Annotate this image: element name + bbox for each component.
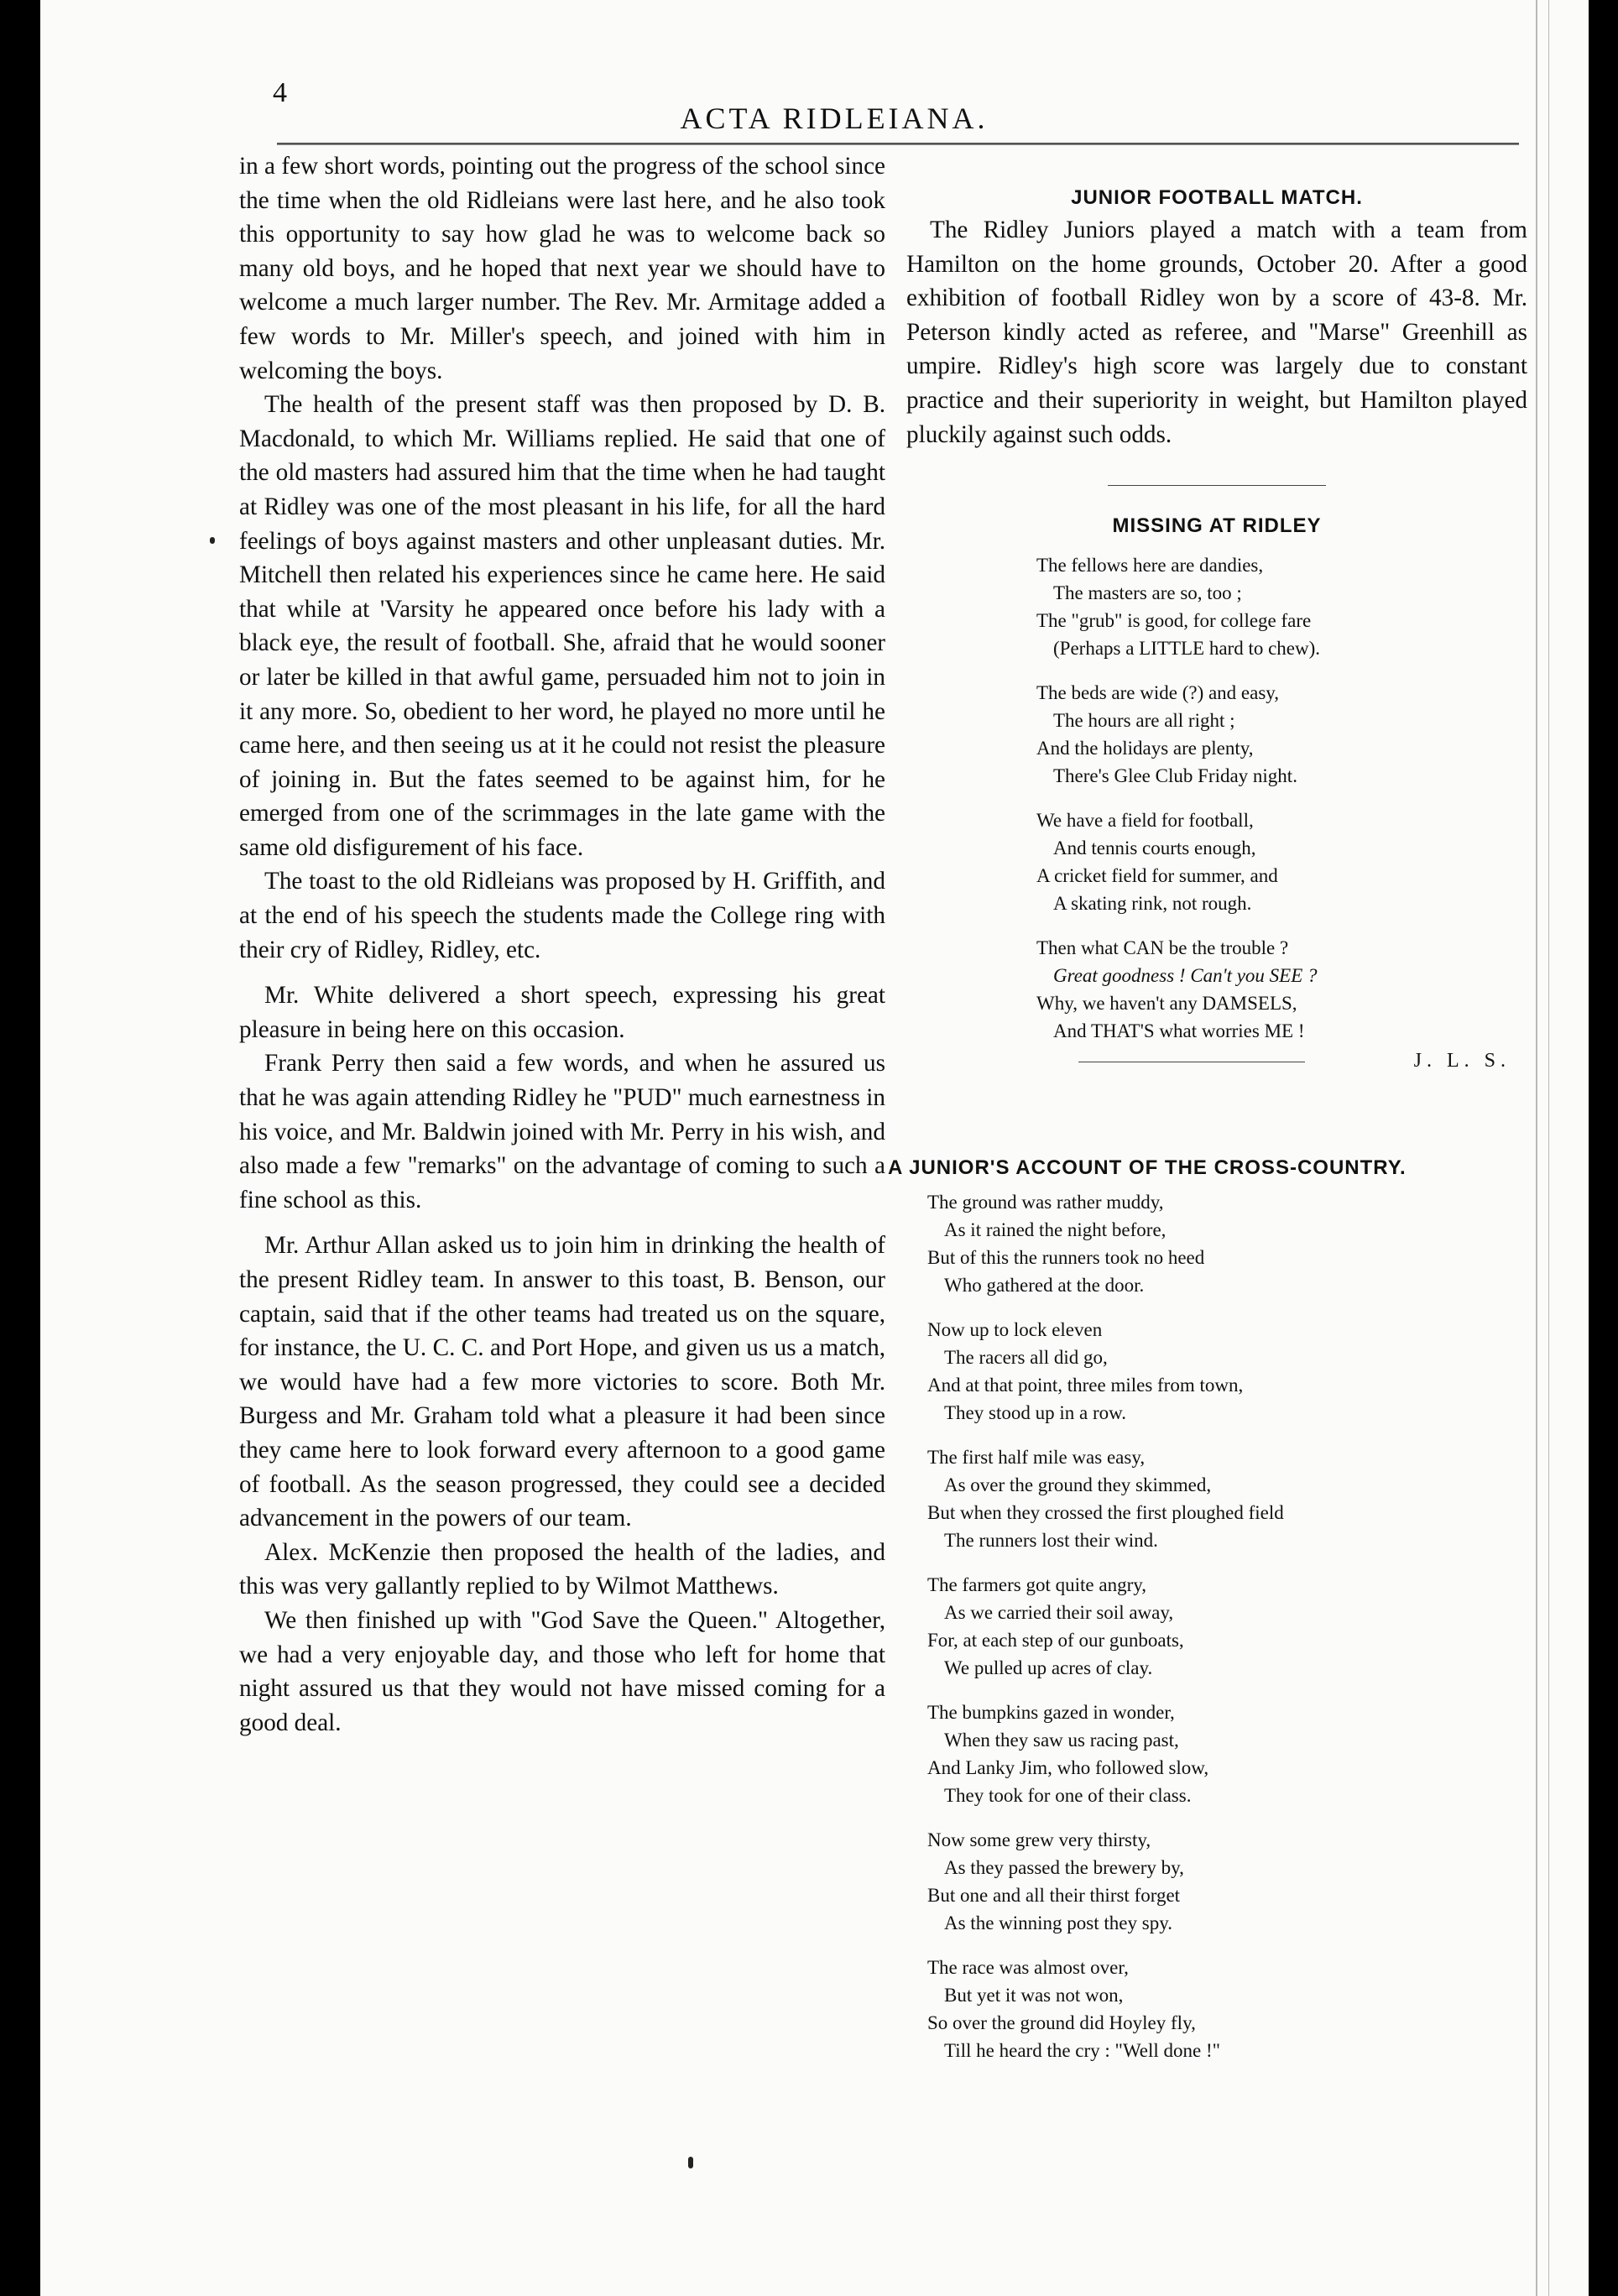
poem-line: There's Glee Club Friday night. <box>1053 765 1297 787</box>
section-title-junior-football: JUNIOR FOOTBALL MATCH. <box>1071 186 1363 209</box>
poem-stanza <box>927 1443 1515 1554</box>
poem-line: The hours are all right ; <box>1053 710 1235 732</box>
poem-line: For, at each step of our gunboats, <box>927 1630 1184 1651</box>
poem-line: A cricket field for summer, and <box>1036 865 1278 887</box>
poem-cross-country <box>927 1188 1515 2081</box>
paragraph: Frank Perry then said a few words, and when he assured us that he was again attending Ridley he "PUD" much earnestness in his voice, and Mr. Baldwin joined with Mr. Perry in his wish, and also made a few "remarks" on the advantage of coming to such a fine school as this. <box>239 1050 885 1213</box>
poem-line: The race was almost over, <box>927 1957 1129 1978</box>
poem-line: As over the ground they skimmed, <box>944 1474 1212 1495</box>
header-rule <box>277 143 1519 145</box>
poem-line: As we carried their soil away, <box>944 1602 1174 1623</box>
section-title-missing-at-ridley: MISSING AT RIDLEY <box>1112 514 1322 538</box>
paragraph: We then finished up with "God Save the Queen." Altogether, we had a very enjoyable day, and those who left for home that night assured us that they would not have missed coming for a good deal. <box>239 1606 885 1736</box>
left-column <box>239 149 885 1740</box>
poem-line: And Lanky Jim, who followed slow, <box>927 1757 1209 1778</box>
poem-line: The farmers got quite angry, <box>927 1574 1146 1595</box>
poem-missing-at-ridley <box>906 551 1527 1045</box>
poem-line: The first half mile was easy, <box>927 1447 1146 1468</box>
right-column <box>906 186 1527 1083</box>
page-edge-line <box>1536 0 1537 2296</box>
poem-line: But yet it was not won, <box>944 1985 1124 2006</box>
poem-stanza <box>1036 934 1527 1045</box>
poem-line: Why, we haven't any DAMSELS, <box>1036 993 1297 1015</box>
section-title-cross-country: A JUNIOR'S ACCOUNT OF THE CROSS-COUNTRY. <box>888 1156 1407 1179</box>
poem-line: The masters are so, too ; <box>1053 582 1242 604</box>
paragraph: Alex. McKenzie then proposed the health of the ladies, and this was very gallantly replied to by Wilmot Matthews. <box>239 1538 885 1600</box>
poem-line: We have a field for football, <box>1036 810 1254 832</box>
poem-line: (Perhaps a LITTLE hard to chew). <box>1053 638 1321 660</box>
poem-line: And at that point, three miles from town, <box>927 1375 1244 1396</box>
poem-line: But one and all their thirst forget <box>927 1885 1181 1906</box>
poem-line: And the holidays are plenty, <box>1036 738 1254 759</box>
section-divider <box>1108 485 1326 486</box>
poem-line: The runners lost their wind. <box>944 1530 1158 1551</box>
poem-stanza <box>1036 551 1527 662</box>
poem-line: As they passed the brewery by, <box>944 1857 1184 1878</box>
poem-line: We pulled up acres of clay. <box>944 1657 1153 1678</box>
paragraph: The health of the present staff was then proposed by D. B. Macdonald, to which Mr. Williams replied. He said that one of the old masters had assured him that the time when he had taught at Ridley was one of the most pleasant in his life, for all the hard feelings of boys against masters and other unpleasant duties. Mr. Mitchell then related his experiences since he came here. He said that while at 'Varsity he appeared once before his lady with a black eye, the result of football. She, afraid that he would sooner or later be killed in that awful game, persuaded him not to join in it any more. So, obedient to her word, he played no more until he came here, and then seeing us at it he could not resist the pleasure of joining in. But the fates seemed to be against him, for he emerged from one of the scrimmages in the late game with the same old disfigurement of his face. <box>239 391 885 861</box>
poem-stanza <box>927 1316 1515 1427</box>
poem-line: The beds are wide (?) and easy, <box>1036 682 1280 704</box>
poem-line: But of this the runners took no heed <box>927 1247 1205 1268</box>
poem-signature: J. L. S. <box>1413 1050 1511 1072</box>
poem-line: Great goodness ! Can't you SEE ? <box>1053 965 1318 987</box>
ink-speck <box>210 537 215 544</box>
poem-stanza <box>1036 806 1527 917</box>
running-head: ACTA RIDLEIANA. <box>680 102 989 135</box>
poem-line: Then what CAN be the trouble ? <box>1036 937 1289 959</box>
paragraph: in a few short words, pointing out the progress of the school since the time when the old Ridleians were last here, and he also took this opportunity to say how glad he was to welcome back so many old boys, and he hoped that next year we should have to welcome a much larger number. The Rev. Mr. Armitage added a few words to Mr. Miller's speech, and joined with him in welcoming the boys. <box>239 153 885 384</box>
poem-line: As the winning post they spy. <box>944 1912 1172 1933</box>
ink-speck <box>688 2157 693 2168</box>
poem-line: They took for one of their class. <box>944 1785 1192 1806</box>
paragraph: Mr. White delivered a short speech, expressing his great pleasure in being here on this occasion. <box>239 982 885 1043</box>
poem-line: A skating rink, not rough. <box>1053 893 1252 915</box>
poem-line: Now some grew very thirsty, <box>927 1829 1151 1850</box>
poem-line: As it rained the night before, <box>944 1219 1167 1240</box>
page-number: 4 <box>273 77 287 108</box>
poem-line: Till he heard the cry : "Well done !" <box>944 2040 1221 2061</box>
page-edge-line <box>1548 0 1549 2296</box>
poem-stanza <box>1036 679 1527 790</box>
junior-football-text: The Ridley Juniors played a match with a team from Hamilton on the home grounds, October 20. After a good exhibition of football Ridley won by a score of 43-8. Mr. Peterson kindly acted as referee, and "Marse" Greenhill as umpire. Ridley's high score was largely due to constant practice and their superiority in weight, but Hamilton played pluckily against such odds. <box>906 217 1527 448</box>
poem-stanza <box>927 1826 1515 1937</box>
poem-stanza <box>927 1699 1515 1809</box>
poem-line: And tennis courts enough, <box>1053 838 1256 859</box>
poem-line: But when they crossed the first ploughed field <box>927 1502 1284 1523</box>
poem-stanza <box>927 1571 1515 1682</box>
poem-line: The fellows here are dandies, <box>1036 555 1264 577</box>
poem-line: The bumpkins gazed in wonder, <box>927 1702 1175 1723</box>
poem-line: The racers all did go, <box>944 1347 1108 1368</box>
poem-line: The ground was rather muddy, <box>927 1192 1164 1213</box>
poem-line: Now up to lock eleven <box>927 1319 1103 1340</box>
poem-line: Who gathered at the door. <box>944 1275 1145 1296</box>
poem-stanza <box>927 1188 1515 1299</box>
signature-row <box>906 1050 1527 1083</box>
poem-line: They stood up in a row. <box>944 1402 1126 1423</box>
poem-stanza <box>927 1954 1515 2064</box>
poem-line: So over the ground did Hoyley fly, <box>927 2012 1196 2033</box>
poem-line: When they saw us racing past, <box>944 1730 1179 1751</box>
paragraph: Mr. Arthur Allan asked us to join him in drinking the health of the present Ridley team. In answer to this toast, B. Benson, our captain, said that if the other teams had treated us on the square, for instance, the U. C. C. and Port Hope, and given us us a match, we would have had a few more victories to score. Both Mr. Burgess and Mr. Graham told what a pleasure it had been since they came here to look forward every afternoon to a good game of football. As the season progressed, they could see a decided advancement in the powers of our team. <box>239 1232 885 1532</box>
paragraph: The toast to the old Ridleians was proposed by H. Griffith, and at the end of his speech the students made the College ring with their cry of Ridley, Ridley, etc. <box>239 868 885 963</box>
poem-line: The "grub" is good, for college fare <box>1036 610 1312 632</box>
poem-line: And THAT'S what worries ME ! <box>1053 1020 1305 1042</box>
